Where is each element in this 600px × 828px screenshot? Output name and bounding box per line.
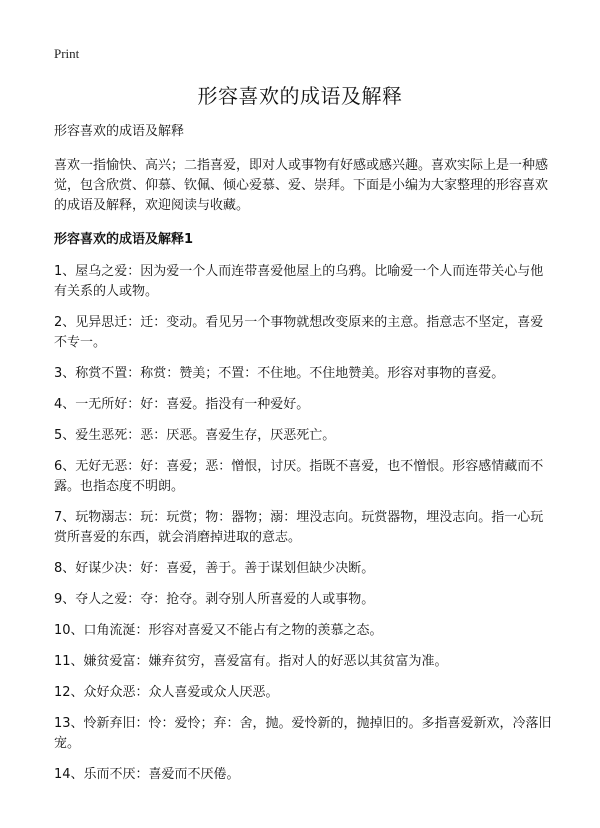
- idiom-entry: 11、嫌贫爱富：嫌弃贫穷，喜爱富有。指对人的好恶以其贫富为准。: [54, 654, 448, 669]
- idiom-entry: 12、众好众恶：众人喜爱或众人厌恶。: [54, 685, 279, 700]
- idiom-entry: 13、怜新弃旧：怜：爱怜；弃：舍，抛。爱怜新的，抛掉旧的。多指喜爱新欢，冷落旧宠。: [54, 716, 552, 751]
- idiom-entry: 4、一无所好：好：喜爱。指没有一种爱好。: [54, 397, 310, 412]
- idiom-entry: 3、称赏不置：称赏：赞美；不置：不住地。不住地赞美。形容对事物的喜爱。: [54, 366, 505, 381]
- idiom-entry: 9、夺人之爱：夺：抢夺。剥夺别人所喜爱的人或事物。: [54, 592, 375, 607]
- article-content: [54, 122, 554, 796]
- idiom-entry: 10、口角流涎：形容对喜爱又不能占有之物的羡慕之态。: [54, 623, 383, 638]
- idiom-entry: 5、爱生恶死：恶：厌恶。喜爱生存，厌恶死亡。: [54, 428, 336, 443]
- section-heading: 形容喜欢的成语及解释1: [54, 232, 194, 247]
- idiom-entry: 14、乐而不厌：喜爱而不厌倦。: [54, 767, 240, 782]
- idiom-entry: 1、屋乌之爱：因为爱一个人而连带喜爱他屋上的乌鸦。比喻爱一个人而连带关心与他有关系的人或物。: [54, 264, 544, 299]
- idiom-entry: 8、好谋少决：好：喜爱，善于。善于谋划但缺少决断。: [54, 561, 375, 576]
- idiom-list: [54, 262, 554, 785]
- idiom-entry: 2、见异思迁：迁：变动。看见另一个事物就想改变原来的主意。指意志不坚定，喜爱不专一。: [54, 315, 544, 350]
- intro-paragraph: 喜欢一指愉快、高兴；二指喜爱，即对人或事物有好感或感兴趣。喜欢实际上是一种感觉，包含欣赏、仰慕、钦佩、倾心爱慕、爱、崇拜。下面是小编为大家整理的形容喜欢的成语及解释，欢迎阅读与收藏。: [54, 158, 549, 213]
- print-link[interactable]: Print: [54, 46, 80, 61]
- article-subtitle: 形容喜欢的成语及解释: [54, 124, 185, 139]
- idiom-entry: 6、无好无恶：好：喜爱；恶：憎恨，讨厌。指既不喜爱，也不憎恨。形容感情藏而不露。也指态度不明朗。: [54, 459, 544, 494]
- idiom-entry: 7、玩物溺志：玩：玩赏；物：器物；溺：埋没志向。玩赏器物，埋没志向。指一心玩赏所喜爱的东西，就会消磨掉进取的意志。: [54, 510, 544, 545]
- page-title: 形容喜欢的成语及解释: [197, 84, 403, 108]
